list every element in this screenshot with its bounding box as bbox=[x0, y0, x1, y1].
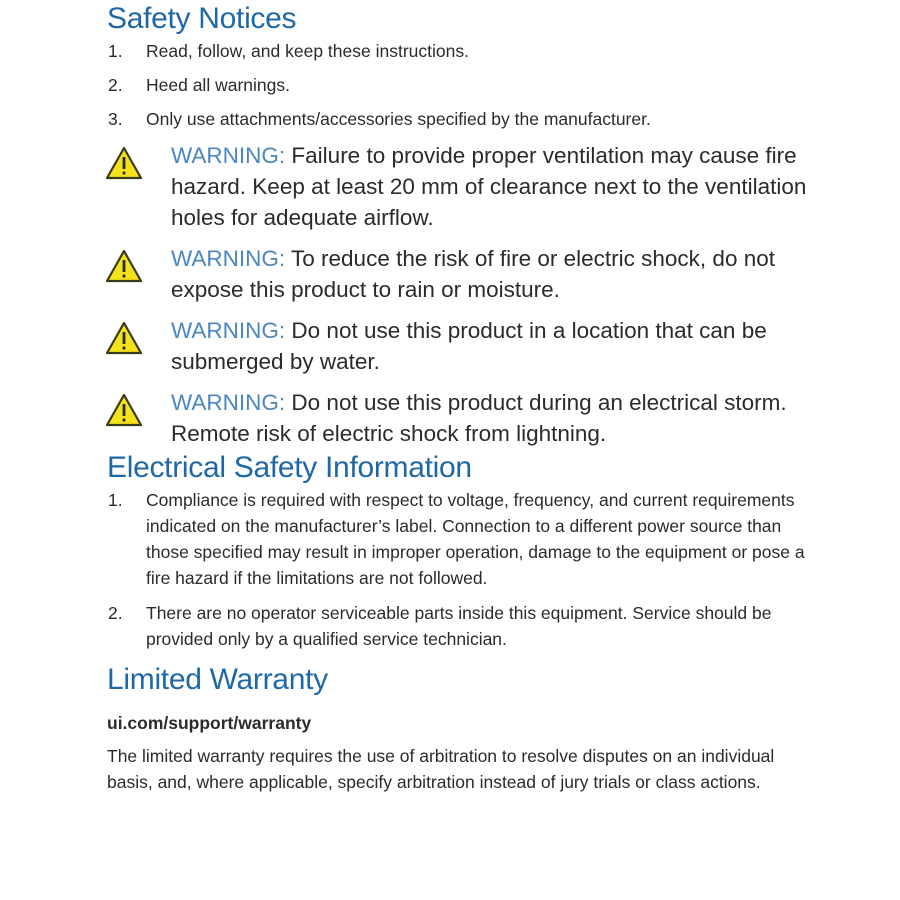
warning-block bbox=[107, 243, 807, 305]
list-item-text: Heed all warnings. bbox=[146, 75, 290, 95]
list-item-text: Only use attachments/accessories specified by the manufacturer. bbox=[146, 109, 651, 129]
list-item bbox=[107, 106, 807, 132]
warning-text: To reduce the risk of fire or electric shock, do not expose this product to rain or moisture. bbox=[171, 246, 775, 302]
list-item-text: Read, follow, and keep these instructions. bbox=[146, 41, 469, 61]
warning-triangle-icon bbox=[105, 393, 143, 427]
warning-block bbox=[107, 387, 807, 449]
list-number: 3. bbox=[108, 109, 123, 129]
safety-notices-list bbox=[107, 38, 807, 132]
safety-notices-title: Safety Notices bbox=[107, 2, 297, 35]
warranty-paragraph: The limited warranty requires the use of arbitration to resolve disputes on an individual basis, and, where applicable, specify arbitration instead of jury trials or class actions. bbox=[107, 746, 775, 792]
warning-text: Do not use this product in a location that can be submerged by water. bbox=[171, 318, 767, 374]
list-item-text: There are no operator serviceable parts inside this equipment. Service should be provided only by a qualified service technician. bbox=[146, 603, 772, 649]
list-number: 1. bbox=[108, 41, 123, 61]
electrical-safety-list bbox=[107, 487, 807, 652]
limited-warranty-title: Limited Warranty bbox=[107, 663, 328, 696]
warning-label: WARNING: bbox=[171, 143, 286, 168]
warning-block bbox=[107, 140, 807, 233]
list-number: 2. bbox=[108, 75, 123, 95]
list-number: 2. bbox=[108, 603, 123, 623]
electrical-safety-title: Electrical Safety Information bbox=[107, 451, 472, 484]
list-item bbox=[107, 38, 807, 64]
warning-label: WARNING: bbox=[171, 318, 286, 343]
document-page bbox=[107, 0, 807, 795]
list-item bbox=[107, 600, 807, 652]
warning-text: Failure to provide proper ventilation may cause fire hazard. Keep at least 20 mm of clearance next to the ventilation holes for adequate airflow. bbox=[171, 143, 807, 230]
warning-triangle-icon bbox=[105, 321, 143, 355]
warning-triangle-icon bbox=[105, 249, 143, 283]
list-item bbox=[107, 72, 807, 98]
warning-text: Do not use this product during an electrical storm. Remote risk of electric shock from lightning. bbox=[171, 390, 787, 446]
warning-triangle-icon bbox=[105, 146, 143, 180]
list-number: 1. bbox=[108, 490, 123, 510]
warning-block bbox=[107, 315, 807, 377]
warning-label: WARNING: bbox=[171, 390, 286, 415]
list-item-text: Compliance is required with respect to voltage, frequency, and current requirements indicated on the manufacturer’s label. Connection to a different power source than those specified may result in improper operation, damage to the equipment or pose a fire hazard if the limitations are not followed. bbox=[146, 490, 805, 588]
list-item bbox=[107, 487, 807, 591]
warning-label: WARNING: bbox=[171, 246, 286, 271]
warranty-url-link[interactable]: ui.com/support/warranty bbox=[107, 713, 312, 733]
